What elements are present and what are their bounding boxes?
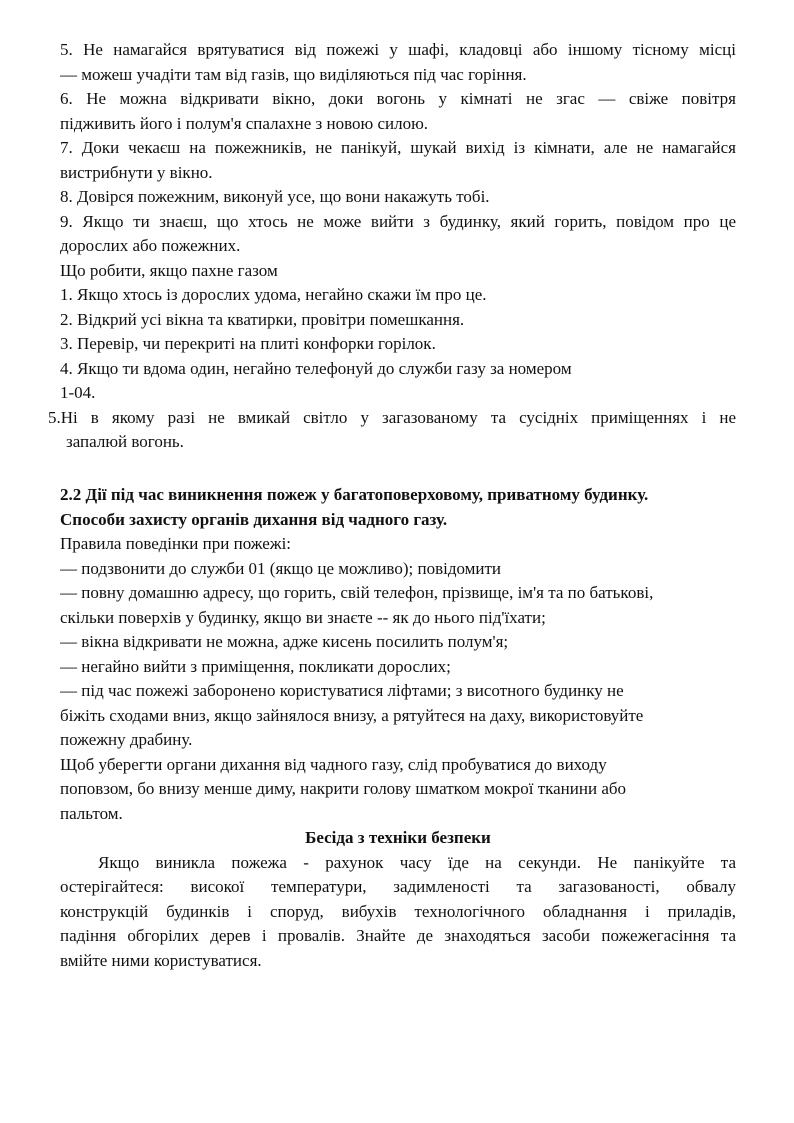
safety-talk-line-5: вмійте ними користуватися. (60, 950, 262, 970)
gas-rule-3: 3. Перевір, чи перекриті на плиті конфорки горілок. (60, 334, 436, 353)
rule-9-line-2: дорослих або пожежних. (60, 236, 241, 255)
breathing-paragraph-line-1: Щоб уберегти органи дихання від чадного газу, слід пробуватися до виходу (60, 754, 607, 774)
rule-5-line-1: 5. Не намагайся врятуватися від пожежі у шафі, кладовці або іншому тісному місці (60, 40, 736, 59)
breathing-paragraph-line-2: поповзом, бо внизу менше диму, накрити голову шматком мокрої тканини або (60, 779, 627, 798)
behavior-rule-1: — подзвонити до служби 01 (якщо це можливо); повідомити (60, 558, 502, 578)
gas-rule-4-line-1: 4. Якщо ти вдома один, негайно телефонуй до служби газу за номером (60, 358, 572, 378)
gas-rule-5-line-2: запалюй вогонь. (66, 432, 184, 451)
behavior-rule-2-line-2: скільки поверхів у будинку, якщо ви знаєте -- як до нього під'їхати; (60, 607, 546, 627)
gas-rule-2: 2. Відкрий усі вікна та кватирки, провітри помешкання. (60, 309, 465, 329)
rule-9-line-1: 9. Якщо ти знаєш, що хтось не може вийти з будинку, який горить, повідом про це (60, 211, 736, 231)
section-title-line-1: 2.2 Дії під час виникнення пожеж у багатоповерховому, приватному будинку. (60, 485, 649, 504)
rule-7-line-2: вистрибнути у вікно. (60, 162, 213, 182)
rule-6-line-2: підживить його і полум'я спалахне з новою силою. (60, 113, 429, 133)
breathing-paragraph-line-3: пальтом. (60, 803, 123, 823)
safety-talk-line-1: Якщо виникла пожежа - рахунок часу їде на секунди. Не панікуйте та (98, 852, 736, 872)
rule-8: 8. Довірся пожежним, виконуй усе, що вони накажуть тобі. (60, 187, 490, 206)
behavior-rule-5-line-2: біжіть сходами вниз, якщо зайнялося внизу, а рятуйтеся на даху, використовуйте (60, 705, 644, 725)
behavior-rules-heading: Правила поведінки при пожежі: (60, 534, 292, 553)
behavior-rule-5-line-3: пожежну драбину. (60, 730, 193, 749)
section-title-line-2: Способи захисту органів дихання від чадного газу. (60, 509, 448, 529)
rule-7-line-1: 7. Доки чекаєш на пожежників, не панікуй, шукай вихід із кімнати, але не намагайся (60, 138, 736, 157)
behavior-rule-3: — вікна відкривати не можна, адже кисень посилить полум'я; (60, 632, 509, 651)
behavior-rule-2-line-1: — повну домашню адресу, що горить, свій телефон, прізвище, ім'я та по батькові, (60, 583, 654, 602)
behavior-rule-5-line-1: — під час пожежі заборонено користуватися ліфтами; з висотного будинку не (60, 681, 624, 700)
safety-talk-heading: Бесіда з техніки безпеки (305, 828, 491, 847)
gas-rule-4-line-2: 1-04. (60, 383, 96, 402)
gas-rule-5-line-1: 5.Ні в якому разі не вмикай світло у загазованому та сусідніх приміщеннях і не (48, 407, 736, 427)
safety-talk-line-3: конструкцій будинків і споруд, вибухів технологічного обладнання і приладів, (60, 901, 736, 921)
gas-rule-1: 1. Якщо хтось із дорослих удома, негайно скажи їм про це. (60, 285, 487, 304)
gas-heading: Що робити, якщо пахне газом (60, 260, 278, 280)
safety-talk-line-4: падіння обгорілих дерев і провалів. Знайте де знаходяться засоби пожежегасіння та (60, 926, 736, 945)
safety-talk-line-2: остерігайтеся: високої температури, задимленості та загазованості, обвалу (60, 877, 736, 896)
rule-6-line-1: 6. Не можна відкривати вікно, доки вогонь у кімнаті не згас — свіже повітря (60, 89, 736, 108)
rule-5-line-2: — можеш учадіти там від газів, що виділяються під час горіння. (60, 64, 527, 84)
behavior-rule-4: — негайно вийти з приміщення, покликати дорослих; (60, 656, 451, 676)
